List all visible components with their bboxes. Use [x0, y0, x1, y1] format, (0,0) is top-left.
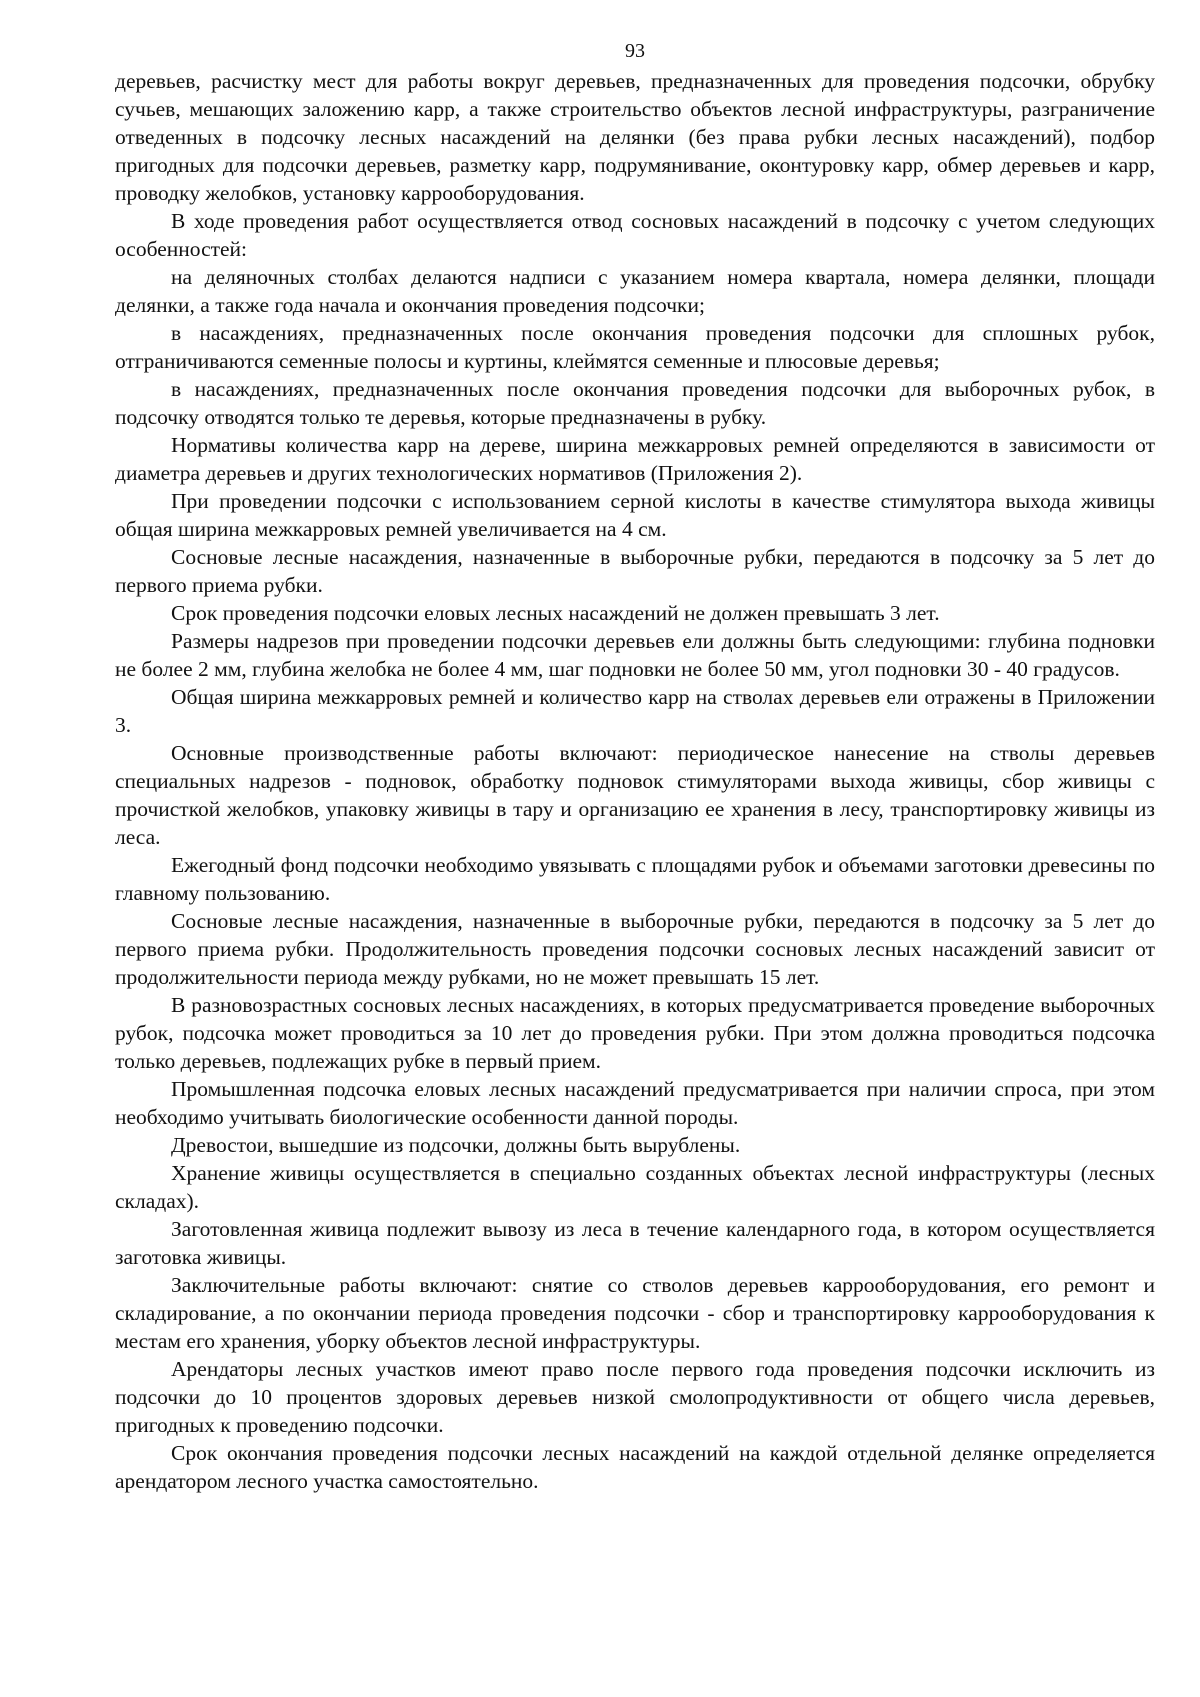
page-number: 93 [625, 40, 645, 62]
paragraph: Ежегодный фонд подсочки необходимо увязывать с площадями рубок и объемами заготовки древесины по главному пользованию. [115, 853, 1155, 905]
paragraph: Сосновые лесные насаждения, назначенные в выборочные рубки, передаются в подсочку за 5 лет до первого приема рубки. Продолжительность проведения подсочки сосновых лесных насаждений зависит от продолжительности периода между рубками, но не может превышать 15 лет. [115, 909, 1155, 989]
list-item: в насаждениях, предназначенных после окончания проведения подсочки для выборочных рубок, в подсочку отводятся только те деревья, которые предназначены в рубку. [115, 377, 1155, 429]
paragraph: Сосновые лесные насаждения, назначенные в выборочные рубки, передаются в подсочку за 5 лет до первого приема рубки. [115, 545, 1155, 597]
paragraph: Заготовленная живица подлежит вывозу из леса в течение календарного года, в котором осуществляется заготовка живицы. [115, 1217, 1155, 1269]
paragraph: В разновозрастных сосновых лесных насаждениях, в которых предусматривается проведение выборочных рубок, подсочка может проводиться за 10 лет до проведения рубки. При этом должна проводиться подсочка только деревьев, подлежащих рубке в первый прием. [115, 993, 1155, 1073]
body-text [115, 67, 1155, 1495]
paragraph: При проведении подсочки с использованием серной кислоты в качестве стимулятора выхода живицы общая ширина межкарровых ремней увеличивается на 4 см. [115, 489, 1155, 541]
paragraph: Срок окончания проведения подсочки лесных насаждений на каждой отдельной делянке определяется арендатором лесного участка самостоятельно. [115, 1441, 1155, 1493]
paragraph: Арендаторы лесных участков имеют право после первого года проведения подсочки исключить из подсочки до 10 процентов здоровых деревьев низкой смолопродуктивности от общего числа деревьев, пригодных к проведению подсочки. [115, 1357, 1155, 1437]
list-item: в насаждениях, предназначенных после окончания проведения подсочки для сплошных рубок, отграничиваются семенные полосы и куртины, клеймятся семенные и плюсовые деревья; [115, 321, 1155, 373]
list-item: на деляночных столбах делаются надписи с указанием номера квартала, номера делянки, площади делянки, а также года начала и окончания проведения подсочки; [115, 265, 1155, 317]
paragraph: Заключительные работы включают: снятие со стволов деревьев каррооборудования, его ремонт и складирование, а по окончании периода проведения подсочки - сбор и транспортировку каррооборудования к местам его хранения, уборку объектов лесной инфраструктуры. [115, 1273, 1155, 1353]
paragraph: Промышленная подсочка еловых лесных насаждений предусматривается при наличии спроса, при этом необходимо учитывать биологические особенности данной породы. [115, 1077, 1155, 1129]
paragraph: Хранение живицы осуществляется в специально созданных объектах лесной инфраструктуры (лесных складах). [115, 1161, 1155, 1213]
paragraph: Основные производственные работы включают: периодическое нанесение на стволы деревьев специальных надрезов - подновок, обработку подновок стимуляторами выхода живицы, сбор живицы с прочисткой желобков, упаковку живицы в тару и организацию ее хранения в лесу, транспортировку живицы из леса. [115, 741, 1155, 849]
paragraph: Размеры надрезов при проведении подсочки деревьев ели должны быть следующими: глубина подновки не более 2 мм, глубина желобка не более 4 мм, шаг подновки не более 50 мм, угол подновки 30 - 40 градусов. [115, 629, 1155, 681]
paragraph: Древостои, вышедшие из подсочки, должны быть вырублены. [171, 1133, 741, 1157]
paragraph: Срок проведения подсочки еловых лесных насаждений не должен превышать 3 лет. [171, 601, 940, 625]
paragraph: Нормативы количества карр на дереве, ширина межкарровых ремней определяются в зависимости от диаметра деревьев и других технологических нормативов (Приложения 2). [115, 433, 1155, 485]
paragraph: Общая ширина межкарровых ремней и количество карр на стволах деревьев ели отражены в Приложении 3. [115, 685, 1155, 737]
document-page [115, 38, 1155, 1495]
paragraph: деревьев, расчистку мест для работы вокруг деревьев, предназначенных для проведения подсочки, обрубку сучьев, мешающих заложению карр, а также строительство объектов лесной инфраструктуры, разграничение отведенных в подсочку лесных насаждений на делянки (без права рубки лесных насаждений), подбор пригодных для подсочки деревьев, разметку карр, подрумянивание, оконтуровку карр, обмер деревьев и карр, проводку желобков, установку каррооборудования. [115, 69, 1155, 205]
paragraph: В ходе проведения работ осуществляется отвод сосновых насаждений в подсочку с учетом следующих особенностей: [115, 209, 1155, 261]
